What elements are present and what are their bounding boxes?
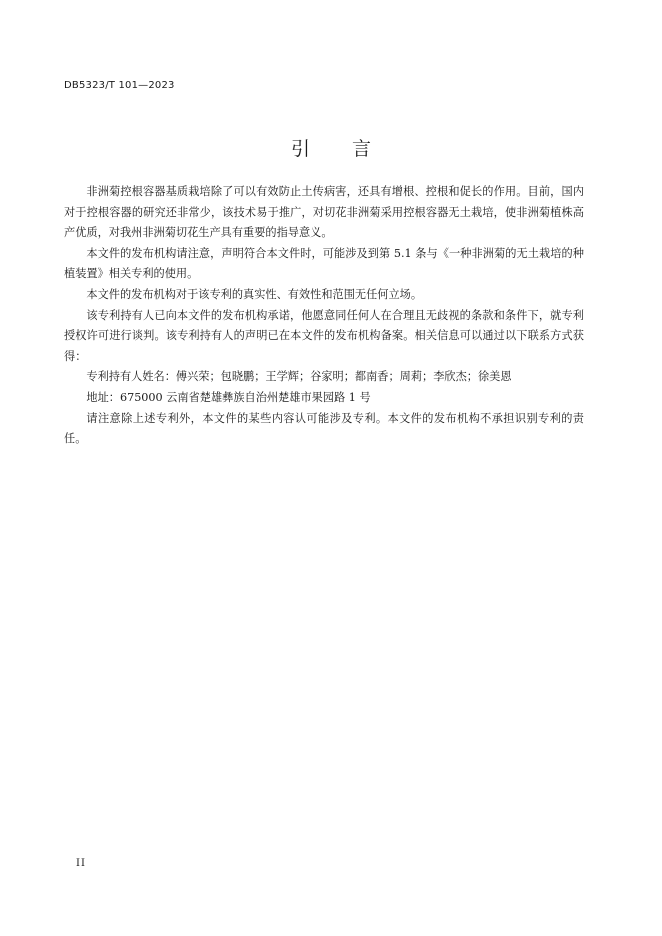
paragraph-background: 非洲菊控根容器基质栽培除了可以有效防止土传病害，还具有增根、控根和促长的作用。目前，国内对于控根容器的研究还非常少，该技术易于推广，对切花非洲菊采用控根容器无土栽培，使非洲菊植株高产优质，对我州非洲菊切花生产具有重要的指导意义。 bbox=[64, 185, 584, 240]
page-number: II bbox=[76, 858, 86, 869]
page-title-char-1: 引 bbox=[290, 138, 310, 160]
paragraph-disclaimer: 请注意除上述专利外，本文件的某些内容认可能涉及专利。本文件的发布机构不承担识别专利的责任。 bbox=[64, 411, 584, 446]
paragraph-patent-position: 本文件的发布机构对于该专利的真实性、有效性和范围无任何立场。 bbox=[86, 287, 423, 301]
page-title-char-2: 言 bbox=[352, 138, 372, 160]
paragraph-address: 地址：675000 云南省楚雄彝族自治州楚雄市果园路 1 号 bbox=[86, 390, 371, 404]
paragraph-patent-commitment: 该专利持有人已向本文件的发布机构承诺，他愿意同任何人在合理且无歧视的条款和条件下，就专利授权许可进行谈判。该专利持有人的声明已在本文件的发布机构备案。相关信息可以通过以下联系方式获得： bbox=[64, 308, 584, 363]
paragraph-patent-notice: 本文件的发布机构请注意，声明符合本文件时，可能涉及到第 5.1 条与《一种非洲菊的无土栽培的种植装置》相关专利的使用。 bbox=[64, 246, 584, 281]
page-title bbox=[0, 134, 662, 161]
document-code: DB5323/T 101—2023 bbox=[64, 80, 175, 91]
paragraph-patent-holders: 专利持有人姓名：傅兴荣；包晓鹏；王学辉；谷家明；都南香；周莉；李欣杰；徐美恩 bbox=[86, 370, 512, 384]
introduction-body bbox=[64, 182, 584, 450]
